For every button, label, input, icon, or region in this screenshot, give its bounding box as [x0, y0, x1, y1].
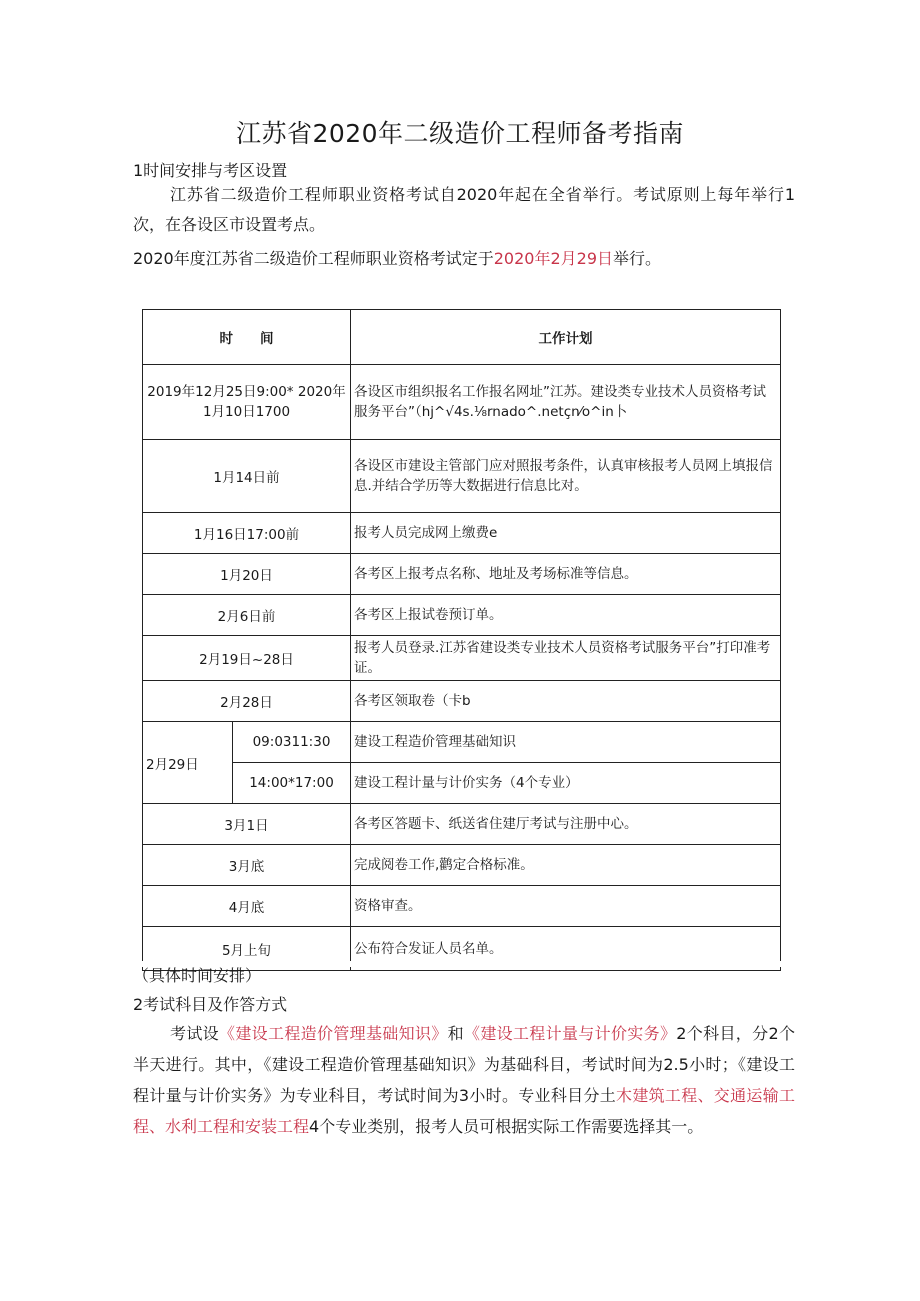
row-plan: 各考区上报考点名称、地址及考场标准等信息。 — [351, 554, 781, 595]
row-plan: 完成阅卷工作,鹳定合格标准。 — [351, 845, 781, 886]
row-plan: 报考人员登录.江苏省建设类专业技术人员资格考试服务平台”打印准考证。 — [351, 636, 781, 681]
table-row — [143, 845, 781, 886]
schedule-table — [142, 309, 781, 971]
row-plan: 报考人员完成网上缴费e — [351, 513, 781, 554]
row-plan: 公布符合发证人员名单。 — [351, 927, 781, 971]
exam-date-text-post: 举行。 — [613, 249, 662, 268]
row-time: 4月底 — [143, 886, 351, 927]
table-caption: （具体时间安排） — [133, 966, 262, 985]
row-time: 2019年12月25日9:00* 2020年1月10日1700 — [143, 365, 351, 440]
row-time: 1月16日17:00前 — [143, 513, 351, 554]
exam-session-row — [143, 763, 781, 804]
row-plan: 各设区市组织报名工作报名网址”江苏。建设类专业技术人员资格考试服务平台”（hj^√4s.⅛rnado^.netçn⁄o^in卜 — [351, 365, 781, 440]
section1-heading: 1时间安排与考区设置 — [133, 161, 288, 180]
row-time: 2月6日前 — [143, 595, 351, 636]
exam-date-paragraph — [133, 246, 661, 269]
row-plan: 各考区答题卡、纸送省住建厅考试与注册中心。 — [351, 804, 781, 845]
table-row — [143, 804, 781, 845]
row-time: 2月28日 — [143, 681, 351, 722]
row-time: 1月14日前 — [143, 440, 351, 513]
section2-heading: 2考试科目及作答方式 — [133, 995, 288, 1014]
exam-day-date: 2月29日 — [143, 722, 233, 804]
s2-text-g: 4个专业类别，报考人员可根据实际工作需要选择其一。 — [309, 1117, 704, 1136]
table-row — [143, 886, 781, 927]
s2-subject-basic: 《建设工程造价管理基础知识》 — [219, 1024, 448, 1043]
row-plan: 各考区上报试卷预订单。 — [351, 595, 781, 636]
row-plan: 各设区市建设主管部门应对照报考条件，认真审核报考人员网上填报信息.并结合学历等大数据进行信息比对。 — [351, 440, 781, 513]
row-time: 1月20日 — [143, 554, 351, 595]
row-plan: 资格审查。 — [351, 886, 781, 927]
session-subject: 建设工程造价管理基础知识 — [351, 722, 781, 763]
header-time: 时 间 — [143, 310, 351, 365]
s2-subject-practice: 《建设工程计量与计价实务》 — [463, 1024, 677, 1043]
page-title: 江苏省2020年二级造价工程师备考指南 — [235, 119, 685, 148]
row-time: 2月19日~28日 — [143, 636, 351, 681]
s2-text-e: 2个科目，分2个半天进行。其中，《建设工程造价管理基础知识》为基础科目，考试时间为2.5小时；《建设工程计量与计价实务》为专业科目，考试时间为3小时。专业科目分土 — [133, 1024, 795, 1105]
header-plan: 工作计划 — [351, 310, 781, 365]
s2-specialty-list: 木建筑工程、交通运输工程、水利工程和安装工程 — [133, 1086, 795, 1136]
table-row — [143, 636, 781, 681]
session-time: 14:00*17:00 — [233, 763, 351, 804]
s2-text-a: 考试设 — [170, 1024, 219, 1043]
table-row — [143, 595, 781, 636]
row-time: 5月上旬 — [143, 927, 351, 971]
row-time: 3月1日 — [143, 804, 351, 845]
section1-paragraph: 江苏省二级造价工程师职业资格考试自2020年起在全省举行。考试原则上每年举行1次，在各设区市设置考点。 — [133, 185, 795, 234]
exam-date-highlight: 2020年2月29日 — [493, 249, 613, 268]
table-row — [143, 513, 781, 554]
row-plan: 各考区领取卷（卡b — [351, 681, 781, 722]
table-row — [143, 554, 781, 595]
row-time: 3月底 — [143, 845, 351, 886]
table-header-row — [143, 310, 781, 365]
exam-date-text-pre: 2020年度江苏省二级造价工程师职业资格考试定于 — [133, 249, 494, 268]
session-time: 09:0311:30 — [233, 722, 351, 763]
s2-text-c: 和 — [447, 1024, 464, 1043]
section2-paragraph — [133, 1018, 795, 1142]
exam-session-row — [143, 722, 781, 763]
table-row — [143, 440, 781, 513]
table-row — [143, 681, 781, 722]
table-row — [143, 365, 781, 440]
session-subject: 建设工程计量与计价实务（4个专业） — [351, 763, 781, 804]
